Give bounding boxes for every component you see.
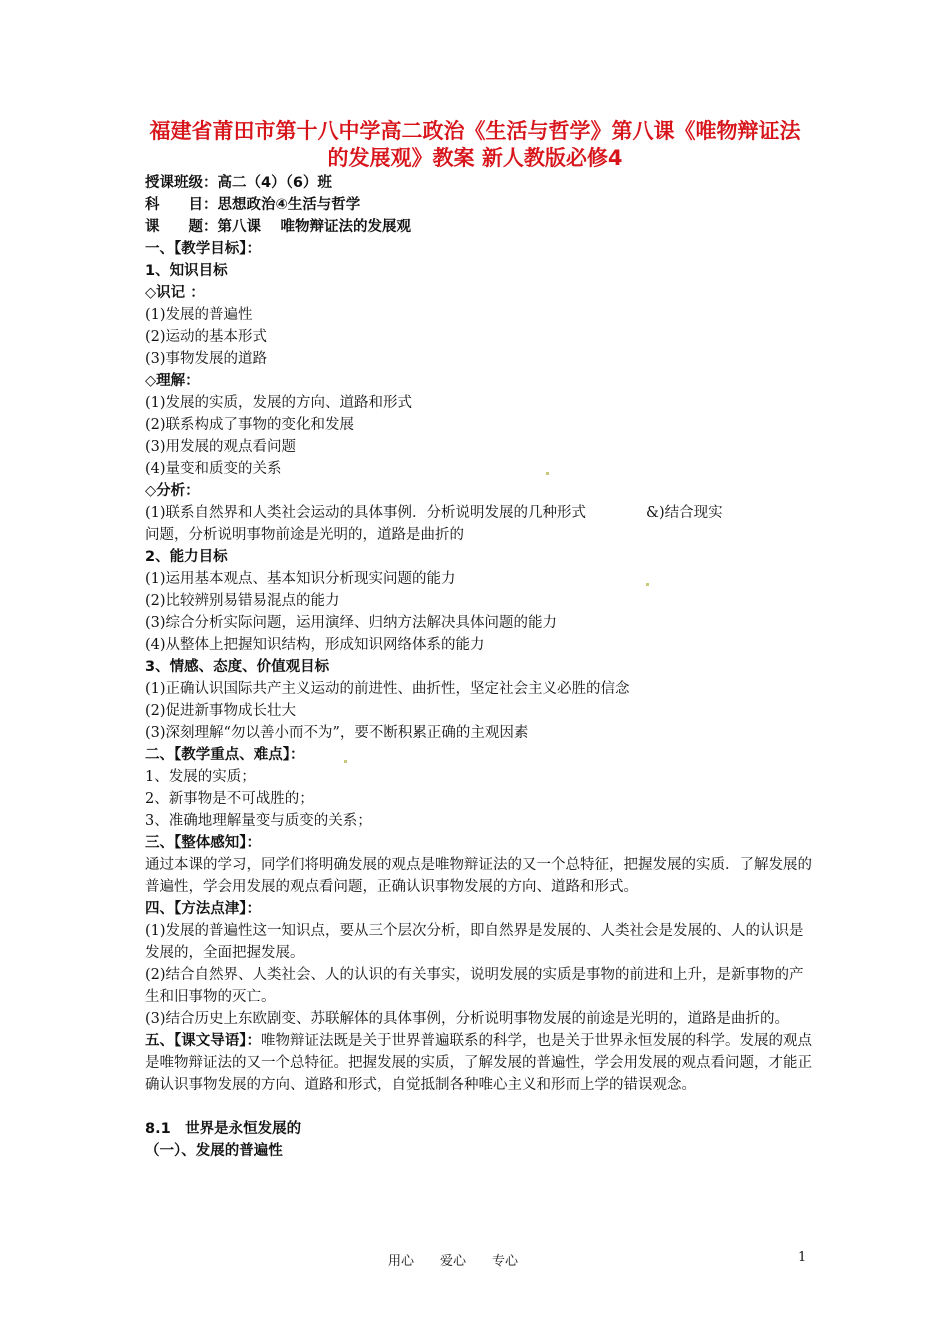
section-heading-objectives: 一、【教学目标】： — [145, 241, 261, 257]
method-paragraph: (1)发展的普遍性这一知识点，要从三个层次分析，即自然界是发展的、人类社会是发展的、人的认识是发展的，全面把握发展。 — [145, 923, 804, 961]
list-item: (3)综合分析实际问题，运用演绎、归纳方法解决具体问题的能力 — [145, 615, 558, 631]
remember-heading: ◇识记 ： — [145, 285, 205, 301]
understand-heading: ◇理解： — [145, 373, 200, 389]
list-item: (3)事物发展的道路 — [145, 351, 268, 367]
scan-speck — [344, 760, 347, 763]
list-item: 3、准确地理解量变与质变的关系； — [145, 813, 372, 829]
scan-speck — [646, 583, 649, 586]
document-body — [145, 172, 813, 1162]
list-item — [145, 502, 813, 524]
list-item: (1)正确认识国际共产主义运动的前进性、曲折性，坚定社会主义必胜的信念 — [145, 681, 630, 697]
list-item: (4)从整体上把握知识结构，形成知识网络体系的能力 — [145, 637, 485, 653]
list-item: (2)运动的基本形式 — [145, 329, 268, 345]
document-title: 福建省莆田市第十八中学高二政治《生活与哲学》第八课《唯物辩证法的发展观》教案 新人教版必修4 — [149, 119, 801, 170]
section-heading-keypoints: 二、【教学重点、难点】： — [145, 747, 305, 763]
list-item: 问题，分析说明事物前途是光明的，道路是曲折的 — [145, 527, 464, 543]
list-item: (2)比较辨别易错易混点的能力 — [145, 593, 340, 609]
analyze-text-b: &)结合现实 — [646, 505, 723, 521]
list-item: (3)深刻理解“勿以善小而不为”，要不断积累正确的主观因素 — [145, 725, 529, 741]
section-heading-overview: 三、【整体感知】： — [145, 835, 261, 851]
intro-paragraph — [145, 1030, 813, 1096]
ability-goal-heading: 2、能力目标 — [145, 549, 228, 565]
list-item: 2、新事物是不可战胜的； — [145, 791, 314, 807]
subsection-heading-8-1: 8.1 世界是永恒发展的 — [145, 1121, 302, 1137]
analyze-heading: ◇分析： — [145, 483, 200, 499]
emotion-goal-heading: 3、情感、态度、价值观目标 — [145, 659, 330, 675]
footer-motto: 用心 爱心 专心 — [388, 1254, 519, 1269]
list-item: (3)用发展的观点看问题 — [145, 439, 297, 455]
method-paragraph: (3)结合历史上东欧剧变、苏联解体的具体事例，分析说明事物发展的前途是光明的，道路是曲折的。 — [145, 1011, 790, 1027]
list-item: (2)联系构成了事物的变化和发展 — [145, 417, 355, 433]
info-topic: 课 题：第八课 唯物辩证法的发展观 — [145, 219, 412, 235]
scan-speck — [546, 472, 549, 475]
analyze-text-a: (1)联系自然界和人类社会运动的具体事例．分析说明发展的几种形式 — [145, 505, 587, 521]
subsection-heading-universality: （一）、发展的普遍性 — [145, 1143, 283, 1159]
page-number: 1 — [798, 1250, 807, 1265]
section-heading-intro: 五、【课文导语】： — [145, 1033, 261, 1049]
section-heading-methods: 四、【方法点津】： — [145, 901, 261, 917]
overview-paragraph: 通过本课的学习，同学们将明确发展的观点是唯物辩证法的又一个总特征，把握发展的实质．了解发展的普遍性，学会用发展的观点看问题，正确认识事物发展的方向、道路和形式。 — [145, 857, 812, 895]
info-subject: 科 目：思想政治④生活与哲学 — [145, 197, 361, 213]
knowledge-goal-heading: 1、知识目标 — [145, 263, 228, 279]
list-item: 1、发展的实质； — [145, 769, 256, 785]
intro-text: 唯物辩证法既是关于世界普遍联系的科学，也是关于世界永恒发展的科学。发展的观点是唯物辩证法的又一个总特征。把握发展的实质，了解发展的普遍性，学会用发展的观点看问题，才能正确认识事物发展的方向、道路和形式，自觉抵制各种唯心主义和形而上学的错误观念。 — [145, 1033, 812, 1093]
info-class: 授课班级：高二（4）（6）班 — [145, 175, 332, 191]
list-item: (1)发展的实质，发展的方向、道路和形式 — [145, 395, 413, 411]
list-item: (1)运用基本观点、基本知识分析现实问题的能力 — [145, 571, 456, 587]
list-item: (4)量变和质变的关系 — [145, 461, 282, 477]
method-paragraph: (2)结合自然界、人类社会、人的认识的有关事实，说明发展的实质是事物的前进和上升，是新事物的产生和旧事物的灭亡。 — [145, 967, 804, 1005]
list-item: (2)促进新事物成长壮大 — [145, 703, 297, 719]
list-item: (1)发展的普遍性 — [145, 307, 253, 323]
